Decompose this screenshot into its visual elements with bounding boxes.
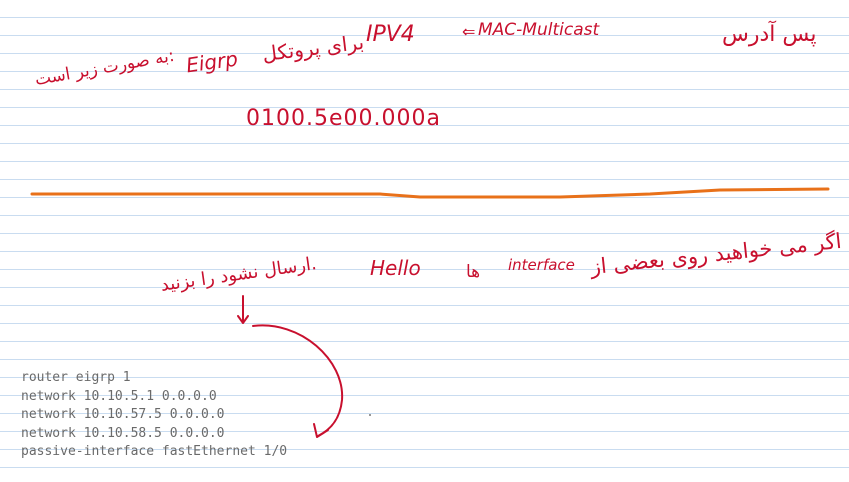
config-line: network 10.10.5.1 0.0.0.0 xyxy=(21,388,217,404)
note2-ha: ها xyxy=(466,262,481,282)
config-line: network 10.10.57.5 0.0.0.0 xyxy=(21,407,225,423)
down-arrow xyxy=(238,296,248,323)
stray-dot xyxy=(369,414,371,416)
config-block xyxy=(21,369,287,462)
note2-hello: Hello xyxy=(370,256,421,280)
note-eigrp: Eigrp xyxy=(184,46,240,78)
note2-interface: interface xyxy=(508,256,575,274)
note-fa-for-protocol: برای پروتکل xyxy=(260,29,366,67)
note-ipv4: IPV4 xyxy=(366,22,415,47)
note-fa-start: پس آدرس xyxy=(722,22,817,47)
note-mac-address: 0100.5e00.000a xyxy=(246,106,441,131)
note-mac-multicast: MAC-Multicast xyxy=(478,20,600,40)
config-line: router eigrp 1 xyxy=(21,370,131,385)
note2-fa-start: اگر می خواهید روی بعضی از xyxy=(589,228,843,280)
note-arrow: ⇐ xyxy=(462,22,476,41)
config-line: passive-interface fastEthernet 1/0 xyxy=(21,444,288,460)
orange-divider xyxy=(32,189,828,197)
config-line: network 10.10.58.5 0.0.0.0 xyxy=(21,425,225,441)
arrow-head xyxy=(314,424,328,437)
note-fa-tail: به صورت زیر است: xyxy=(33,45,176,91)
note2-fa-tail: ارسال نشود را بزنید. xyxy=(159,253,318,296)
